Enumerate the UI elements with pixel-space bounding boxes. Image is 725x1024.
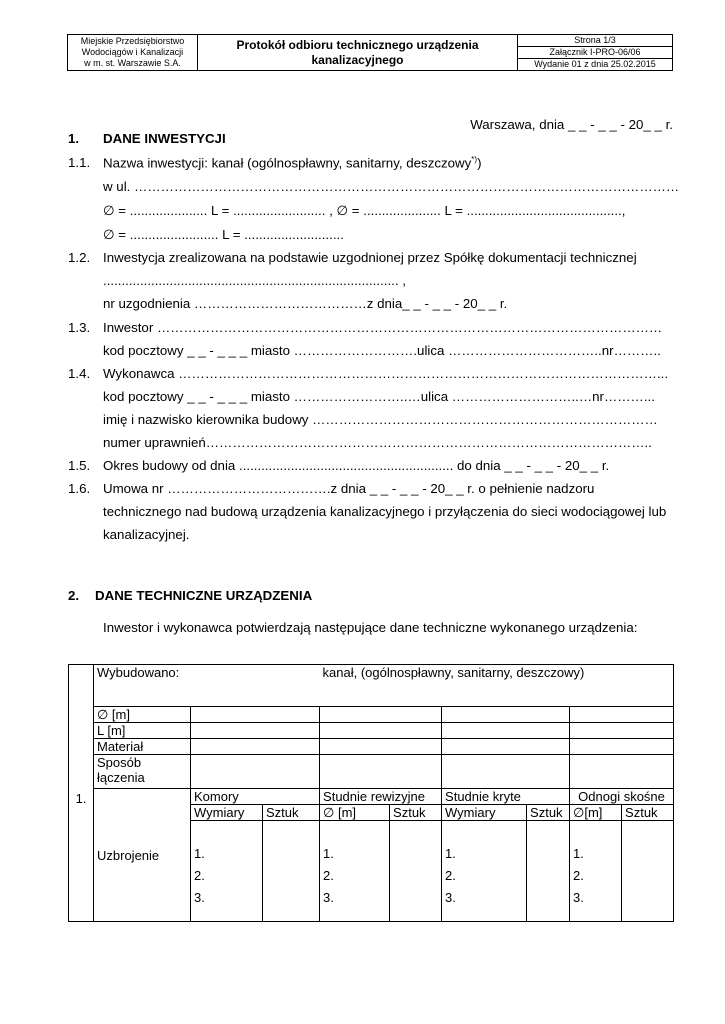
contract-text: technicznego nad budową urządzenia kanalizacyjnego i przyłączenia do sieci wodociągowej lub: [103, 504, 667, 519]
list-item: 2.: [445, 868, 456, 883]
equipment-label: Uzbrojenie: [94, 789, 191, 922]
list-item: 1.: [573, 846, 584, 861]
table-cell[interactable]: [442, 755, 570, 789]
table-cell[interactable]: [191, 707, 320, 723]
list-item: 1.: [445, 846, 456, 861]
subheader: Sztuk: [527, 805, 570, 821]
table-cell[interactable]: [570, 723, 674, 739]
section-number: 2.: [68, 588, 80, 603]
item-number: 1.1.: [68, 155, 91, 170]
documentation-field: ................................................................................ ,: [103, 273, 406, 288]
item-number: 1.2.: [68, 250, 91, 265]
section-title: DANE INWESTYCJI: [103, 131, 226, 146]
table-cell[interactable]: [527, 821, 570, 922]
list-cell[interactable]: [191, 821, 263, 922]
document-meta: [518, 35, 673, 71]
table-cell[interactable]: [320, 739, 442, 755]
group-header: Odnogi skośne: [570, 789, 674, 805]
list-item: 2.: [194, 868, 205, 883]
table-cell[interactable]: [442, 723, 570, 739]
table-cell[interactable]: [191, 739, 320, 755]
table-cell[interactable]: [320, 707, 442, 723]
row-label-material: Materiał: [94, 739, 191, 755]
table-cell[interactable]: [622, 821, 674, 922]
table-cell[interactable]: [570, 755, 674, 789]
group-header: Komory: [191, 789, 320, 805]
built-label: Wybudowano:: [94, 665, 320, 707]
table-cell[interactable]: [320, 723, 442, 739]
table-cell[interactable]: [442, 707, 570, 723]
place-date: Warszawa, dnia _ _ - _ _ - 20_ _ r.: [470, 117, 673, 132]
investor-field: Inwestor ……………………………………………………………………………………………………: [103, 320, 663, 335]
group-header: Studnie rewizyjne: [320, 789, 442, 805]
built-value: kanał, (ogólnospławny, sanitarny, deszczowy): [320, 665, 674, 707]
row-label-diameter: ∅ [m]: [94, 707, 191, 723]
contract-text: kanalizacyjnej.: [103, 527, 190, 542]
item-number: 1.3.: [68, 320, 91, 335]
subheader: Sztuk: [263, 805, 320, 821]
edition-date: Wydanie 01 z dnia 25.02.2015: [534, 59, 656, 69]
row-label-joining: Sposób łączenia: [94, 755, 191, 789]
document-title: [198, 35, 518, 71]
table-cell[interactable]: [570, 707, 674, 723]
table-cell[interactable]: [263, 821, 320, 922]
agreement-field: nr uzgodnienia …………………………………z dnia_ _ - _ _ - 20_ _ r.: [103, 296, 508, 311]
item-number: 1.4.: [68, 366, 91, 381]
list-item: 3.: [573, 890, 584, 905]
table-cell[interactable]: [570, 739, 674, 755]
list-item: 2.: [323, 868, 334, 883]
title-line: Protokół odbioru technicznego urządzenia: [236, 37, 479, 52]
attachment-number: Załącznik I-PRO-06/06: [518, 47, 672, 59]
table-cell[interactable]: [320, 755, 442, 789]
contract-field: Umowa nr ……………………………….z dnia _ _ - _ _ - 20_ _ r. o pełnienie nadzoru: [103, 481, 595, 496]
list-item: 3.: [194, 890, 205, 905]
table-cell[interactable]: [191, 723, 320, 739]
contractor-field: Wykonawca ………………………………………………………………………………………………...: [103, 366, 669, 381]
item-number: 1.6.: [68, 481, 91, 496]
subheader: ∅[m]: [570, 805, 622, 821]
dimensions-field: ∅ = ........................ L = ...........................: [103, 227, 344, 242]
technical-data-table: [68, 664, 674, 922]
list-cell[interactable]: [570, 821, 622, 922]
contractor-address-field: kod pocztowy _ _ - _ _ _ miasto ……………………..…ulica ………………………..…nr………...: [103, 389, 655, 404]
section-number: 1.: [68, 131, 80, 146]
footnote-mark: *): [471, 155, 478, 164]
table-cell[interactable]: [442, 739, 570, 755]
company-line: Miejskie Przedsiębiorstwo: [80, 36, 185, 46]
title-line: kanalizacyjnego: [311, 52, 404, 67]
list-cell[interactable]: [442, 821, 527, 922]
site-manager-field: imię i nazwisko kierownika budowy ……………………………………………………………………: [103, 412, 658, 427]
row-label-length: L [m]: [94, 723, 191, 739]
company-name: [68, 35, 198, 71]
subheader: Wymiary: [191, 805, 263, 821]
street-field: w ul. ……………………………………………………………………………………………………………: [103, 179, 680, 194]
license-number-field: numer uprawnień………………………………………………………………………………………..: [103, 435, 652, 450]
list-item: 1.: [323, 846, 334, 861]
list-item: 2.: [573, 868, 584, 883]
dimensions-field: ∅ = ..................... L = ......................... , ∅ = ..................... L = ..........................................,: [103, 203, 626, 218]
section-intro: Inwestor i wykonawca potwierdzają następujące dane techniczne wykonanego urządzenia:: [103, 620, 638, 635]
company-line: Wodociągów i Kanalizacji: [81, 47, 184, 57]
list-item: 3.: [445, 890, 456, 905]
construction-period-field: Okres budowy od dnia .......................................................... do dnia _ _ - _ _ - 20_ _ r.: [103, 458, 610, 473]
item-number: 1.5.: [68, 458, 91, 473]
subheader: Sztuk: [390, 805, 442, 821]
subheader: Sztuk: [622, 805, 674, 821]
table-cell[interactable]: [191, 755, 320, 789]
investor-address-field: kod pocztowy _ _ - _ _ _ miasto ……………………….ulica ……………………………..nr………..: [103, 343, 661, 358]
position-number: 1.: [69, 665, 94, 922]
subheader: ∅ [m]: [320, 805, 390, 821]
subheader: Wymiary: [442, 805, 527, 821]
page-number: Strona 1/3: [518, 35, 672, 47]
documentation-text: Inwestycja zrealizowana na podstawie uzgodnionej przez Spółkę dokumentacji technicznej: [103, 250, 637, 265]
list-cell[interactable]: [320, 821, 390, 922]
group-header: Studnie kryte: [442, 789, 570, 805]
table-cell[interactable]: [390, 821, 442, 922]
closing-paren: ): [477, 155, 482, 171]
document-header: [67, 34, 673, 71]
list-item: 1.: [194, 846, 205, 861]
list-item: 3.: [323, 890, 334, 905]
investment-name-label: Nazwa inwestycji: kanał (ogólnospławny, sanitarny, deszczowy: [103, 155, 472, 171]
company-line: w m. st. Warszawie S.A.: [84, 58, 181, 68]
section-title: DANE TECHNICZNE URZĄDZENIA: [95, 588, 313, 603]
investment-name-line: [103, 155, 482, 170]
